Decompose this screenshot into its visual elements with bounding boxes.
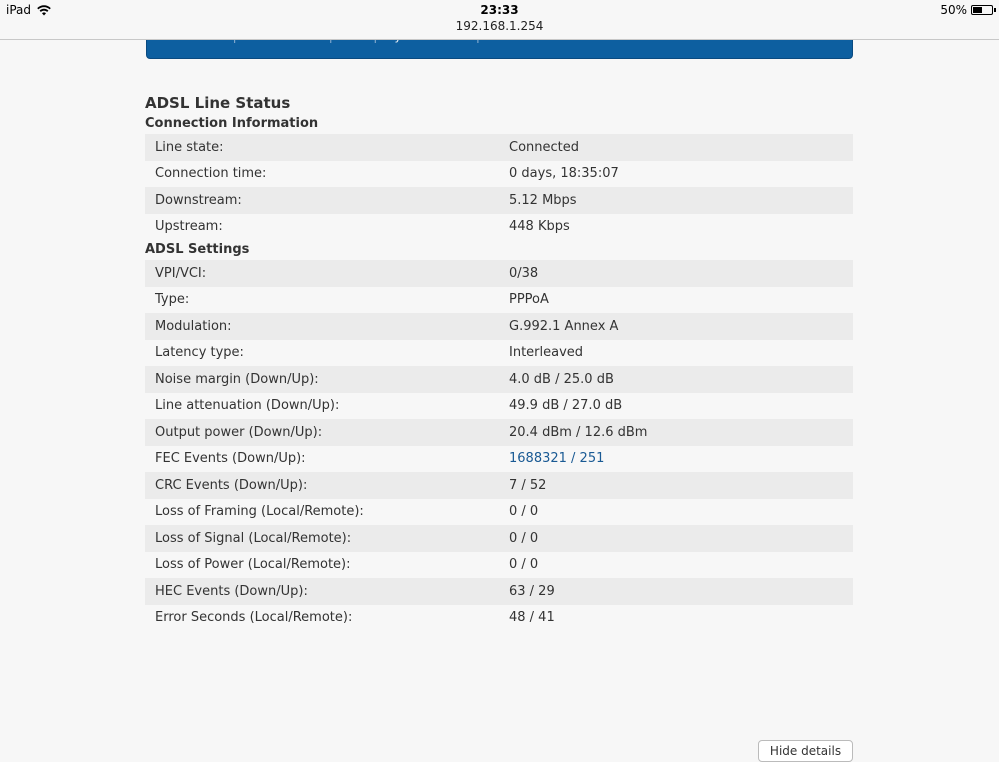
row-label: Loss of Signal (Local/Remote): <box>145 525 499 552</box>
table-row <box>145 187 853 214</box>
row-value: 48 / 41 <box>499 605 853 632</box>
row-label: Downstream: <box>145 187 499 214</box>
row-value: 448 Kbps <box>499 214 853 241</box>
table-row <box>145 134 853 161</box>
row-value: 20.4 dBm / 12.6 dBm <box>499 419 853 446</box>
table-row <box>145 446 853 473</box>
battery-percent: 50% <box>940 3 967 17</box>
row-label: Upstream: <box>145 214 499 241</box>
row-label: Line attenuation (Down/Up): <box>145 393 499 420</box>
row-value: 0 days, 18:35:07 <box>499 161 853 188</box>
table-row <box>145 366 853 393</box>
battery-fill <box>973 7 982 13</box>
row-value: 0 / 0 <box>499 525 853 552</box>
row-value: Interleaved <box>499 340 853 367</box>
table-row <box>145 393 853 420</box>
device-name: iPad <box>6 3 32 17</box>
table-row <box>145 552 853 579</box>
connection-info-title: Connection Information <box>145 116 319 131</box>
row-value: 5.12 Mbps <box>499 187 853 214</box>
table-row <box>145 340 853 367</box>
address-bar[interactable]: 192.168.1.254 <box>455 19 544 33</box>
row-label: CRC Events (Down/Up): <box>145 472 499 499</box>
table-row <box>145 472 853 499</box>
table-row <box>145 260 853 287</box>
status-right <box>940 3 993 17</box>
row-label: VPI/VCI: <box>145 260 499 287</box>
row-label: HEC Events (Down/Up): <box>145 578 499 605</box>
status-center <box>0 2 999 34</box>
adsl-settings-table <box>145 260 853 631</box>
row-value: 0 / 0 <box>499 552 853 579</box>
fec-events-link[interactable]: 1688321 / 251 <box>499 446 853 473</box>
row-value: Connected <box>499 134 853 161</box>
row-label: Latency type: <box>145 340 499 367</box>
row-value: 0 / 0 <box>499 499 853 526</box>
row-label: Modulation: <box>145 313 499 340</box>
row-value: 4.0 dB / 25.0 dB <box>499 366 853 393</box>
ios-status-bar <box>0 0 999 40</box>
row-label: Noise margin (Down/Up): <box>145 366 499 393</box>
table-row <box>145 499 853 526</box>
table-row <box>145 605 853 632</box>
table-row <box>145 525 853 552</box>
main-content <box>145 92 853 631</box>
table-row <box>145 419 853 446</box>
table-row <box>145 578 853 605</box>
battery-nub <box>994 8 996 12</box>
row-value: PPPoA <box>499 287 853 314</box>
row-label: Connection time: <box>145 161 499 188</box>
battery-icon <box>971 5 993 15</box>
table-row <box>145 214 853 241</box>
row-label: Line state: <box>145 134 499 161</box>
table-row <box>145 287 853 314</box>
row-value: 7 / 52 <box>499 472 853 499</box>
row-label: Output power (Down/Up): <box>145 419 499 446</box>
row-value: 49.9 dB / 27.0 dB <box>499 393 853 420</box>
connection-info-table <box>145 134 853 240</box>
hide-details-button[interactable]: Hide details <box>758 740 853 762</box>
table-row <box>145 313 853 340</box>
row-label: FEC Events (Down/Up): <box>145 446 499 473</box>
row-value: 63 / 29 <box>499 578 853 605</box>
row-value: G.992.1 Annex A <box>499 313 853 340</box>
row-label: Error Seconds (Local/Remote): <box>145 605 499 632</box>
row-value: 0/38 <box>499 260 853 287</box>
page-title: ADSL Line Status <box>145 94 291 112</box>
row-label: Loss of Power (Local/Remote): <box>145 552 499 579</box>
row-label: Type: <box>145 287 499 314</box>
row-label: Loss of Framing (Local/Remote): <box>145 499 499 526</box>
table-row <box>145 161 853 188</box>
adsl-settings-title: ADSL Settings <box>145 242 250 257</box>
clock: 23:33 <box>480 3 519 17</box>
